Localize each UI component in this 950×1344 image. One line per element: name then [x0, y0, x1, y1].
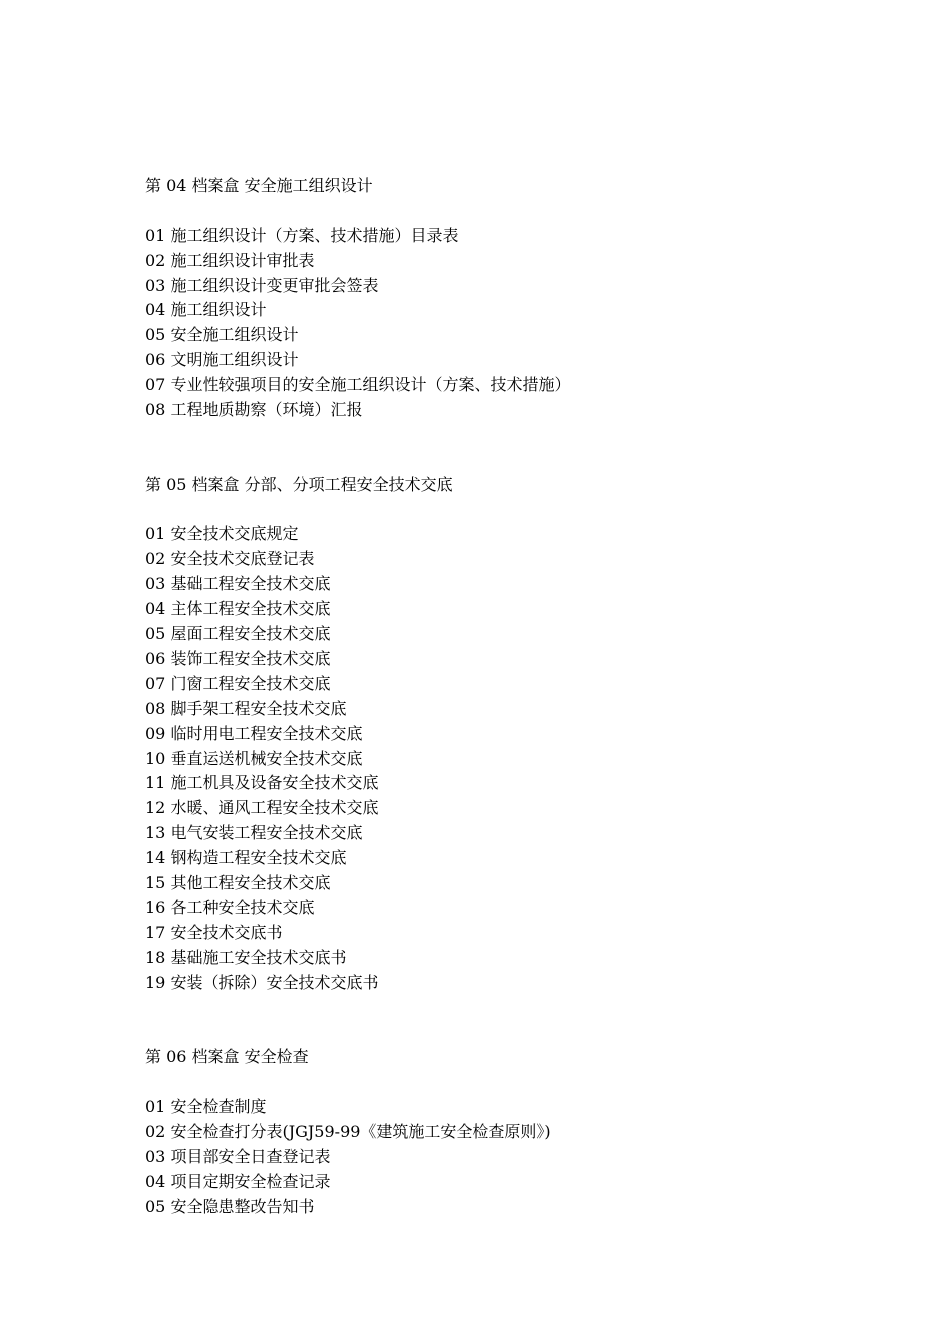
list-item: 01 安全检查制度	[145, 1096, 267, 1116]
list-item: 07 专业性较强项目的安全施工组织设计（方案、技术措施）	[145, 375, 571, 395]
spacer	[145, 995, 905, 1045]
list-item: 04 主体工程安全技术交底	[145, 599, 331, 619]
list-item: 18 基础施工安全技术交底书	[145, 947, 347, 967]
section-box-04	[145, 174, 905, 423]
list-item: 06 文明施工组织设计	[145, 350, 299, 370]
item-list	[145, 1095, 905, 1219]
list-item: 02 安全技术交底登记表	[145, 549, 315, 569]
list-item: 02 施工组织设计审批表	[145, 250, 315, 270]
spacer	[145, 1070, 905, 1095]
list-item: 03 项目部安全日查登记表	[145, 1146, 331, 1166]
list-item: 16 各工种安全技术交底	[145, 897, 315, 917]
list-item: 12 水暖、通风工程安全技术交底	[145, 798, 379, 818]
list-item: 11 施工机具及设备安全技术交底	[145, 773, 379, 793]
list-item: 04 项目定期安全检查记录	[145, 1171, 331, 1191]
list-item: 05 屋面工程安全技术交底	[145, 624, 331, 644]
list-item: 13 电气安装工程安全技术交底	[145, 823, 363, 843]
section-title: 第 05 档案盒 分部、分项工程安全技术交底	[145, 474, 453, 494]
list-item: 09 临时用电工程安全技术交底	[145, 723, 363, 743]
section-title: 第 04 档案盒 安全施工组织设计	[145, 176, 373, 195]
list-item: 01 施工组织设计（方案、技术措施）目录表	[145, 225, 459, 245]
list-item: 05 安全隐患整改告知书	[145, 1196, 315, 1216]
list-item: 07 门窗工程安全技术交底	[145, 673, 331, 693]
section-box-06	[145, 1045, 905, 1219]
list-item: 08 脚手架工程安全技术交底	[145, 698, 347, 718]
section-title: 第 06 档案盒 安全检查	[145, 1047, 309, 1067]
list-item: 06 装饰工程安全技术交底	[145, 648, 331, 668]
spacer	[145, 498, 905, 523]
spacer	[145, 423, 905, 473]
list-item: 03 施工组织设计变更审批会签表	[145, 275, 379, 295]
list-item: 02 安全检查打分表(JGJ59-99《建筑施工安全检查原则》)	[145, 1121, 551, 1141]
list-item: 15 其他工程安全技术交底	[145, 872, 331, 892]
item-list	[145, 224, 905, 423]
list-item: 10 垂直运送机械安全技术交底	[145, 748, 363, 768]
list-item: 05 安全施工组织设计	[145, 325, 299, 345]
list-item: 08 工程地质勘察（环境）汇报	[145, 400, 363, 420]
section-box-05	[145, 473, 905, 996]
list-item: 03 基础工程安全技术交底	[145, 574, 331, 594]
list-item: 17 安全技术交底书	[145, 922, 283, 942]
list-item: 01 安全技术交底规定	[145, 524, 299, 544]
list-item: 14 钢构造工程安全技术交底	[145, 848, 347, 868]
document-page	[145, 174, 905, 1219]
item-list	[145, 522, 905, 995]
list-item: 04 施工组织设计	[145, 300, 267, 320]
spacer	[145, 199, 905, 224]
list-item: 19 安装（拆除）安全技术交底书	[145, 972, 379, 992]
